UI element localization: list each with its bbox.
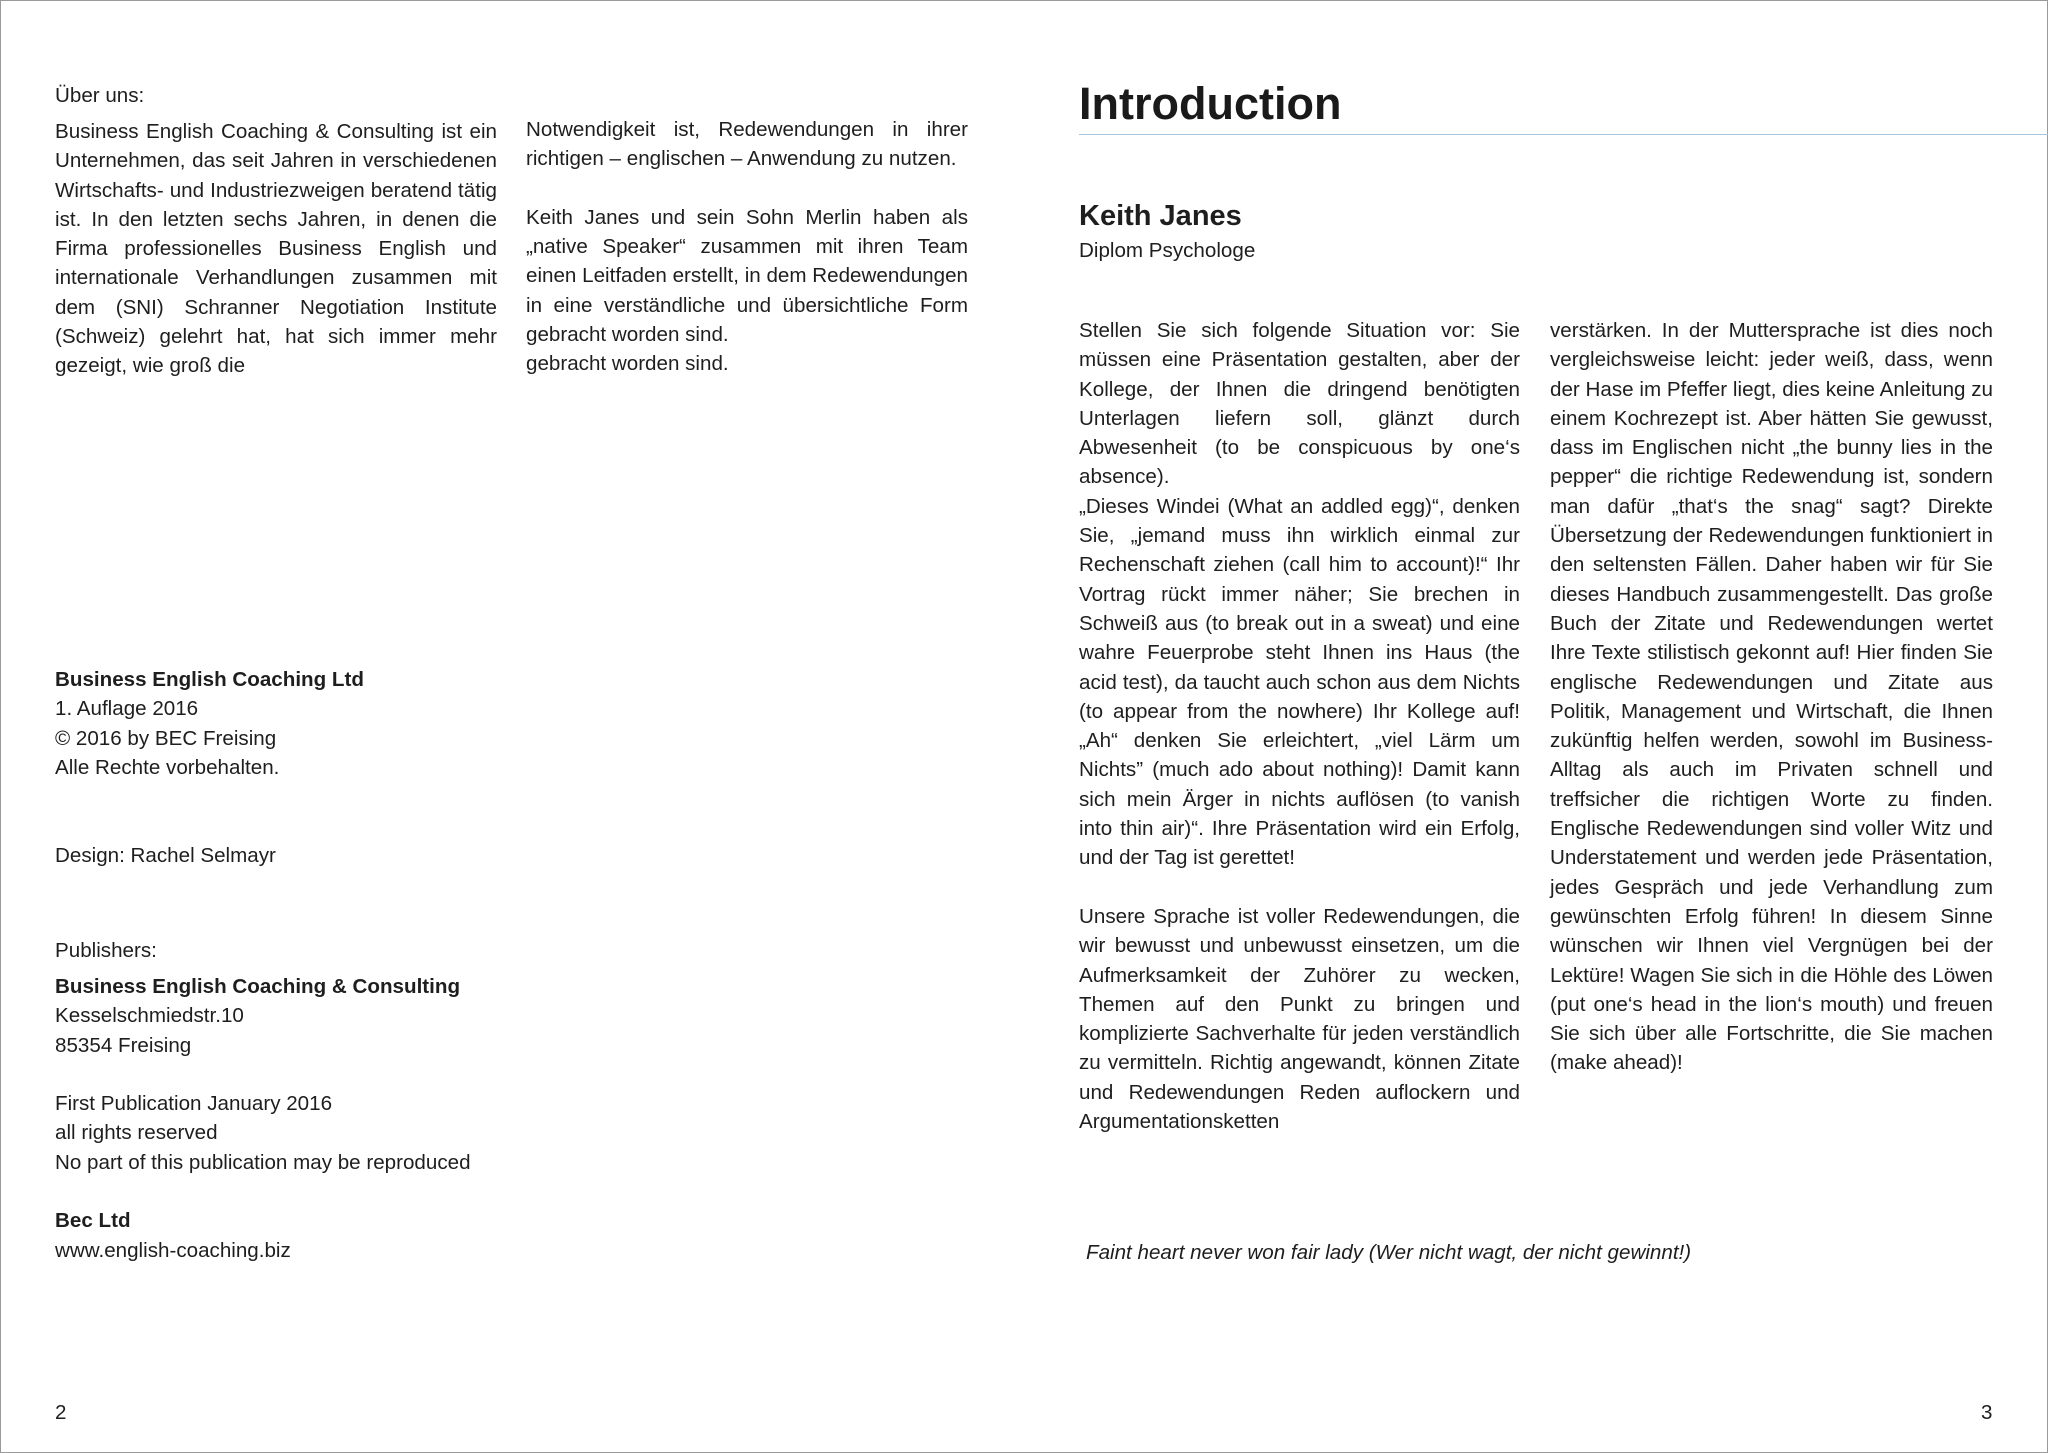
publisher-city: 85354 Freising xyxy=(55,1033,192,1057)
all-rights: all rights reserved xyxy=(55,1121,218,1145)
imprint-edition: 1. Auflage 2016 xyxy=(55,697,199,721)
imprint-block xyxy=(55,665,364,782)
bec-ltd: Bec Ltd xyxy=(55,1209,131,1233)
intro-paragraph: „Dieses Windei (What an addled egg)“, denken Sie, „jemand muss ihn wirklich einmal zur Rechenschaft ziehen (call him to account)!“ Ihr Vortrag rückt immer näher; Sie brechen in Schweiß aus (to break out in a sweat) und eine wahre Feuerprobe steht Ihnen ins Haus (the acid test), da taucht auch schon aus dem Nichts (to appear from the nowhere) Ihr Kollege auf! „Ah“ denken Sie erleichtert, „viel Lärm um Nichts” (much ado about nothing)! Damit kann sich mein Ärger in nichts auflösen (to vanish into thin air)“. Ihre Präsentation wird ein Erfolg, und der Tag ist gerettet! xyxy=(1079,494,1520,870)
page-number-left: 2 xyxy=(55,1401,67,1424)
publisher-name: Business English Coaching & Consulting xyxy=(55,975,461,998)
about-paragraph: Keith Janes und sein Sohn Merlin haben als „native Speaker“ zusammen mit ihren Team einen Leitfaden erstellt, in dem Redewendungen in eine verständliche und übersichtliche Form gebracht worden sind. xyxy=(526,205,968,347)
publishers-label: Publishers: xyxy=(55,939,157,962)
page-number-right: 3 xyxy=(1981,1401,1993,1424)
about-paragraph: gebracht worden sind. xyxy=(526,352,729,376)
imprint-copyright: © 2016 by BEC Freising xyxy=(55,726,277,750)
design-credit: Design: Rachel Selmayr xyxy=(55,844,276,867)
publisher-block xyxy=(55,972,471,1265)
author-name: Keith Janes xyxy=(1079,200,1242,232)
about-paragraph: Business English Coaching & Consulting ist ein Unternehmen, das seit Jahren in verschiedenen Wirtschafts- und Industriezweigen beratend tätig ist. In den letzten sechs Jahren, in denen die Firma professionelles Business English und internationale Verhandlungen zusammen mit dem (SNI) Schranner Negotiation Institute (Schweiz) gelehrt hat, hat sich immer mehr gezeigt, wie groß die xyxy=(55,120,497,378)
website-link[interactable]: www.english-coaching.biz xyxy=(55,1238,291,1262)
intro-column-1 xyxy=(1079,316,1520,1136)
intro-paragraph: verstärken. In der Muttersprache ist dies noch vergleichsweise leicht: jeder weiß, dass, wenn der Hase im Pfeffer liegt, dies keine Anleitung zu einem Kochrezept ist. Aber hätten Sie gewusst, dass im Englischen nicht „the bunny lies in the pepper“ die richtige Redewendung ist, sondern man dafür „that‘s the snag“ sagt? Direkte Übersetzung der Redewendungen funktioniert in den seltensten Fällen. Daher haben wir für Sie dieses Handbuch zusammengestellt. Das große Buch der Zitate und Redewendungen wertet Ihre Texte stilistisch gekonnt auf! Hier finden Sie englische Redewendungen und Zitate aus Politik, Management und Wirtschaft, die Ihnen zukünftig helfen werden, sowohl im Business-Alltag als auch im Privaten schnell und treffsicher die richtigen Worte zu finden. Englische Redewendungen sind voller Witz und Understatement und werden jede Präsentation, jedes Gespräch und jede Verhandlung zum gewünschten Erfolg führen! In diesem Sinne wünschen wir Ihnen viel Vergnügen bei der Lektüre! Wagen Sie sich in die Höhle des Löwen (put one‘s head in the lion‘s mouth) und freuen Sie sich über alle Fortschritte, die Sie machen (make ahead)! xyxy=(1550,319,1993,1075)
about-column-1 xyxy=(55,117,497,381)
page-title: Introduction xyxy=(1079,78,1342,129)
about-heading: Über uns: xyxy=(55,84,145,107)
reproduction-notice: No part of this publication may be reproduced xyxy=(55,1150,471,1174)
closing-quote: Faint heart never won fair lady (Wer nicht wagt, der nicht gewinnt!) xyxy=(1086,1241,1692,1264)
publisher-street: Kesselschmiedstr.10 xyxy=(55,1004,244,1028)
intro-paragraph: Unsere Sprache ist voller Redewendungen, die wir bewusst und unbewusst einsetzen, um die Aufmerksamkeit der Zuhörer zu wecken, Themen auf den Punkt zu bringen und komplizierte Sachverhalte für jeden verständlich zu vermitteln. Richtig angewandt, können Zitate und Redewendungen Reden auflockern und Argumentationsketten xyxy=(1079,904,1520,1134)
first-publication: First Publication January 2016 xyxy=(55,1092,333,1116)
about-column-2 xyxy=(526,115,968,379)
imprint-company: Business English Coaching Ltd xyxy=(55,668,364,691)
author-role: Diplom Psychologe xyxy=(1079,239,1256,262)
intro-paragraph: Stellen Sie sich folgende Situation vor: Sie müssen eine Präsentation gestalten, aber der Kollege, der Ihnen die dringend benötigten Unterlagen liefern soll, glänzt durch Abwesenheit (to be conspicuous by one‘s absence). xyxy=(1079,319,1520,489)
intro-column-2 xyxy=(1550,316,1993,1078)
about-paragraph: Notwendigkeit ist, Redewendungen in ihrer richtigen – englischen – Anwendung zu nutzen. xyxy=(526,118,968,171)
imprint-rights: Alle Rechte vorbehalten. xyxy=(55,755,280,779)
title-divider xyxy=(1079,134,2048,135)
